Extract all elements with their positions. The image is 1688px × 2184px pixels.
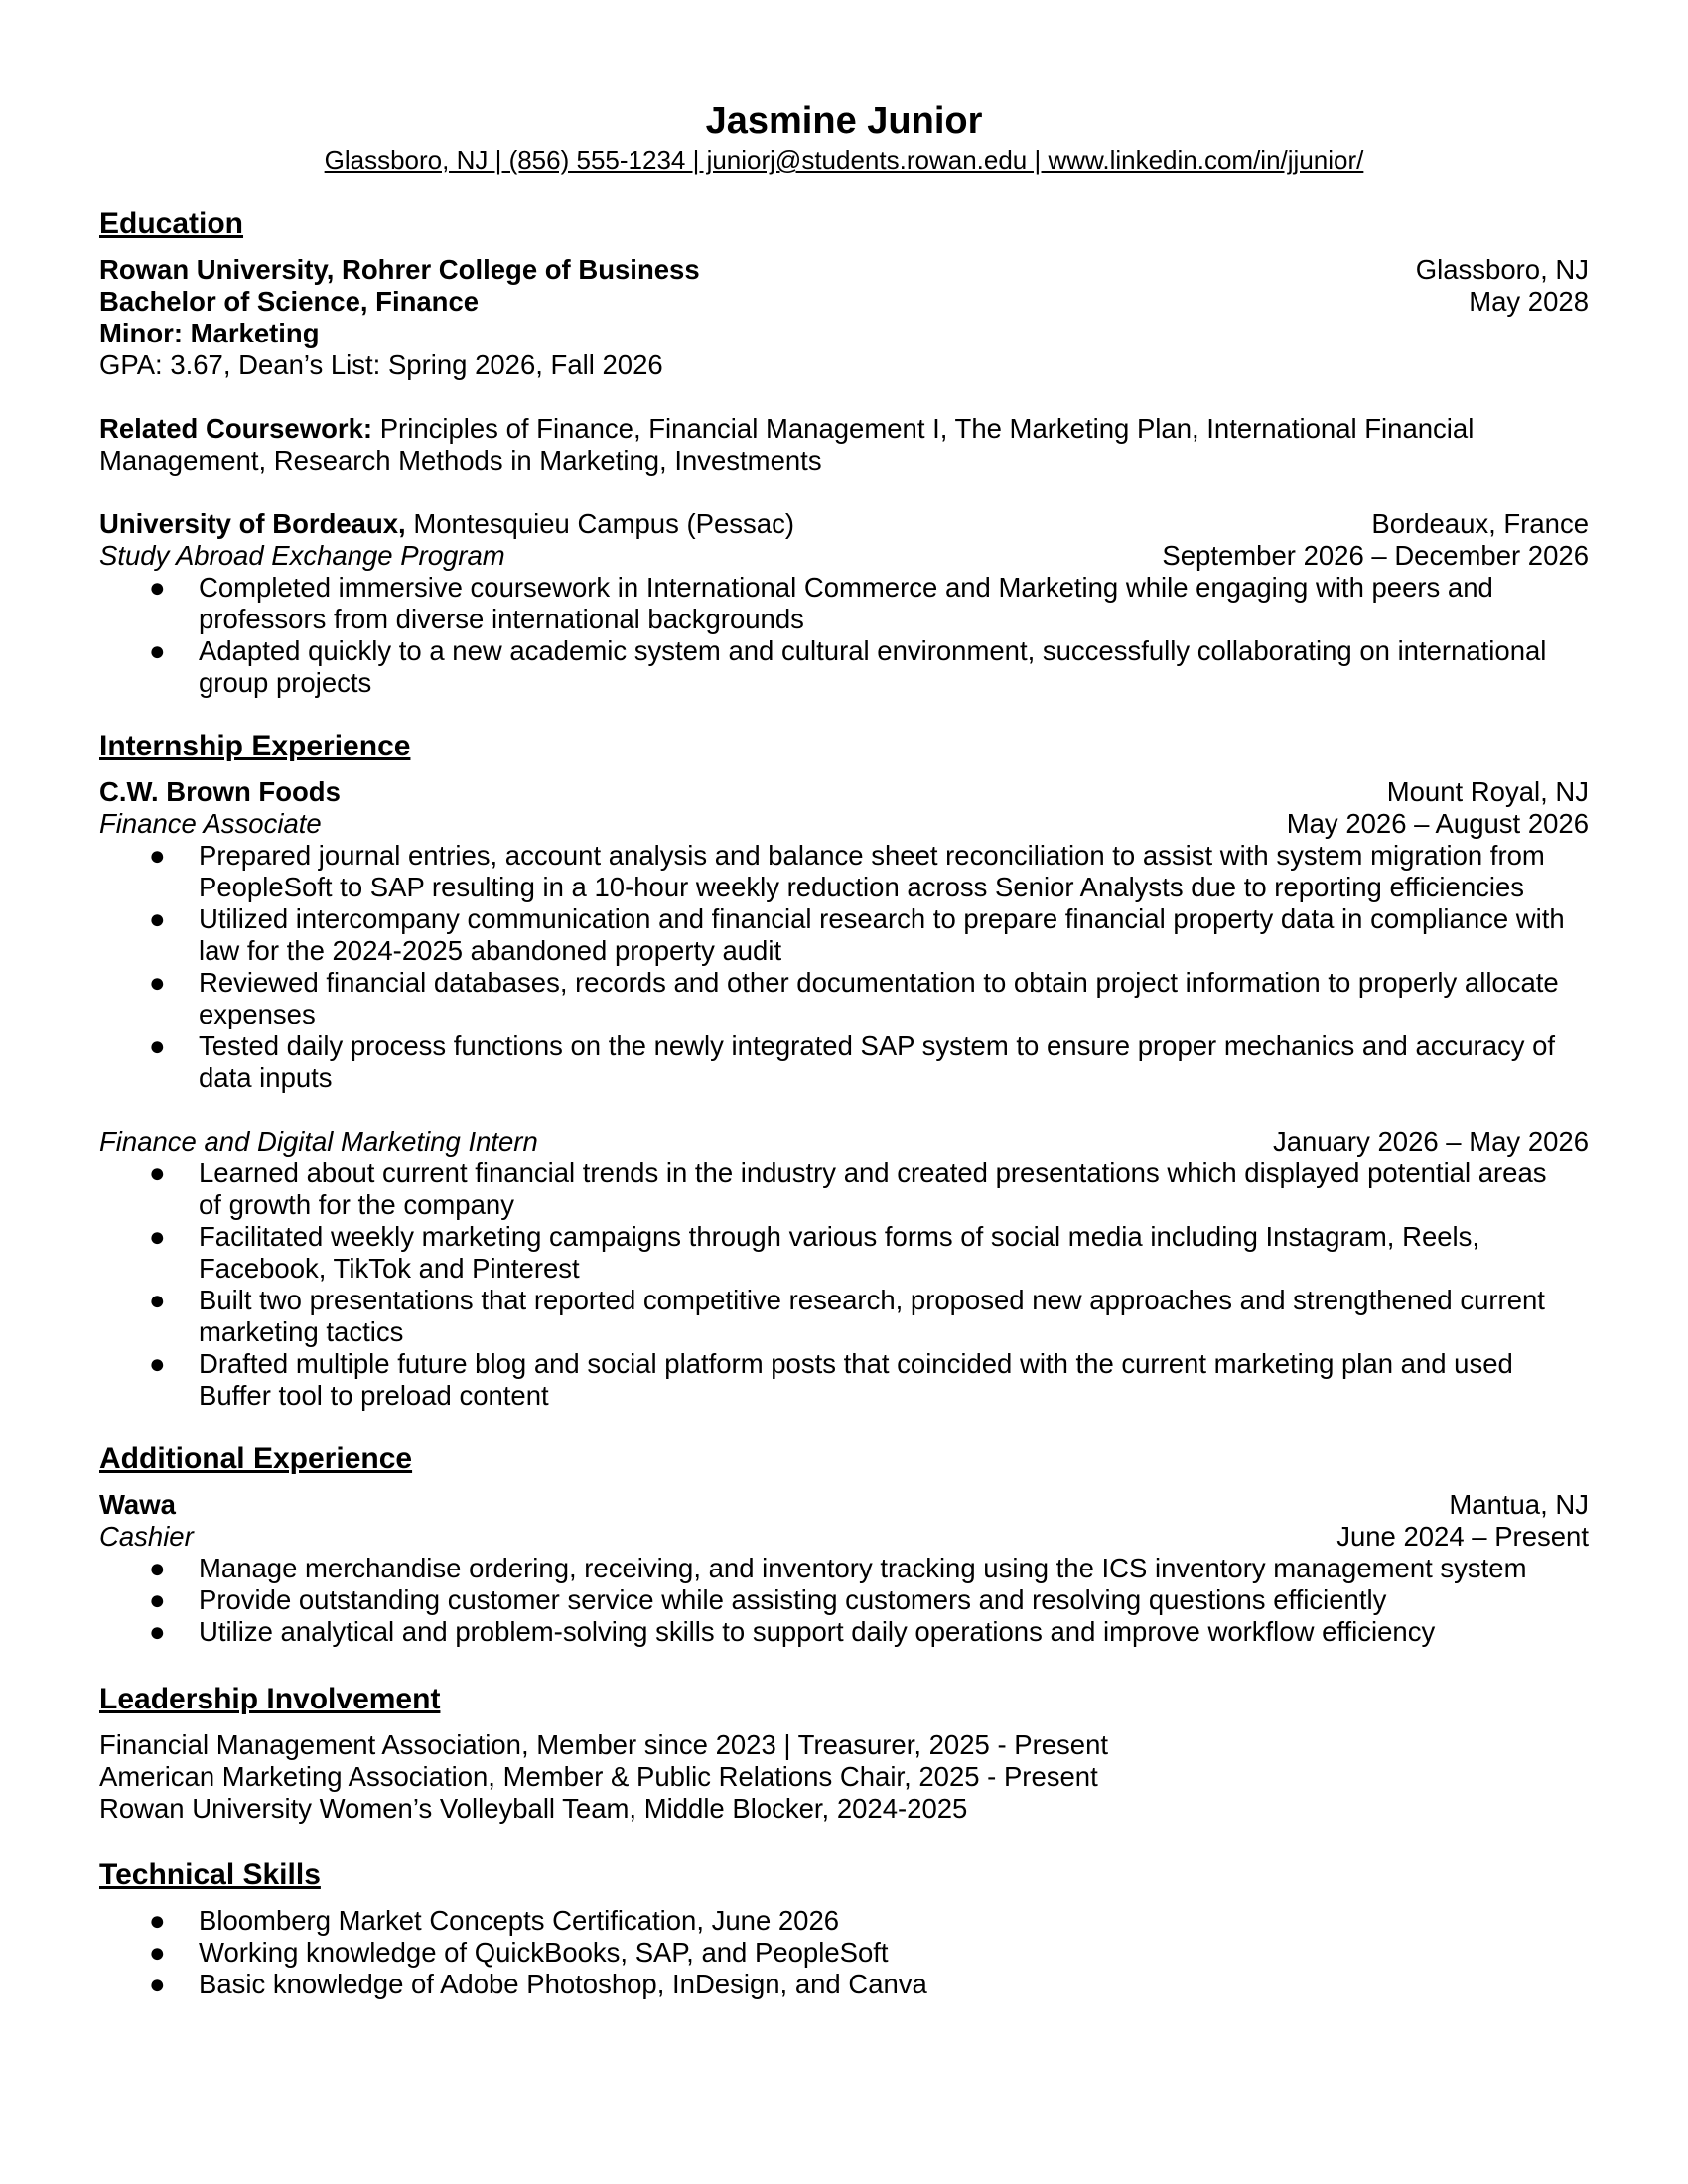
school-location: Glassboro, NJ: [1415, 254, 1589, 285]
company-name: C.W. Brown Foods: [99, 776, 341, 807]
coursework-text: Principles of Finance, Financial Management I, The Marketing Plan, International Financial: [372, 413, 1475, 444]
degree-date: May 2028: [1469, 286, 1589, 317]
program-title: Study Abroad Exchange Program: [99, 540, 505, 571]
coursework-continued: Management, Research Methods in Marketing, Investments: [99, 445, 822, 476]
bullet: ●: [149, 1030, 166, 1061]
bullet: ●: [149, 1285, 166, 1315]
list-item: Tested daily process functions on the newly integrated SAP system to ensure proper mechanics and accuracy of data inputs: [199, 1030, 1556, 1093]
bullet: ●: [149, 840, 166, 871]
skill-item: Bloomberg Market Concepts Certification, June 2026: [199, 1905, 840, 1936]
coursework: [99, 413, 1474, 445]
program-dates: September 2026 – December 2026: [1162, 540, 1589, 571]
list-item: Built two presentations that reported competitive research, proposed new approaches and strengthened current marketing tactics: [199, 1285, 1545, 1347]
company-location: Mount Royal, NJ: [1386, 776, 1589, 807]
role-dates: June 2024 – Present: [1336, 1521, 1589, 1552]
list-item: Utilized intercompany communication and financial research to prepare financial property data in compliance with law for the 2024-2025 abandoned property audit: [199, 903, 1565, 966]
list-item: Learned about current financial trends in the industry and created presentations which displayed potential areas of growth for the company: [199, 1158, 1547, 1220]
school2-location: Bordeaux, France: [1371, 508, 1589, 539]
bullet: ●: [149, 1616, 166, 1647]
bullet: ●: [149, 1553, 166, 1583]
school2-name: University of Bordeaux,: [99, 508, 406, 539]
contact-line[interactable]: [0, 144, 1688, 176]
section-heading-skills: Technical Skills: [99, 1858, 321, 1891]
degree: Bachelor of Science, Finance: [99, 286, 480, 317]
skill-item: Basic knowledge of Adobe Photoshop, InDesign, and Canva: [199, 1969, 927, 1999]
school2: [99, 508, 794, 540]
company-location: Mantua, NJ: [1449, 1489, 1589, 1520]
candidate-name: Jasmine Junior: [705, 100, 983, 142]
section-heading-leadership: Leadership Involvement: [99, 1683, 441, 1715]
school2-campus: Montesquieu Campus (Pessac): [405, 508, 794, 539]
leadership-item: Financial Management Association, Member since 2023 | Treasurer, 2025 - Present: [99, 1729, 1109, 1760]
list-item: Prepared journal entries, account analysis and balance sheet reconciliation to assist with system migration from PeopleSoft to SAP resulting in a 10-hour weekly reduction across Senior Analysts due to reporting efficiencies: [199, 840, 1545, 902]
school-name: Rowan University, Rohrer College of Business: [99, 254, 700, 285]
role-title: Finance Associate: [99, 808, 322, 839]
skill-item: Working knowledge of QuickBooks, SAP, and PeopleSoft: [199, 1937, 889, 1968]
bullet: ●: [149, 967, 166, 998]
bullet: ●: [149, 903, 166, 934]
minor: Minor: Marketing: [99, 318, 320, 348]
gpa: GPA: 3.67, Dean’s List: Spring 2026, Fall 2026: [99, 349, 663, 380]
role-title: Cashier: [99, 1521, 194, 1552]
bullet: ●: [149, 1905, 166, 1936]
bullet: ●: [149, 1158, 166, 1188]
list-item: Provide outstanding customer service while assisting customers and resolving questions efficiently: [199, 1584, 1387, 1615]
list-item: Utilize analytical and problem-solving skills to support daily operations and improve workflow efficiency: [199, 1616, 1436, 1647]
role-dates: May 2026 – August 2026: [1286, 808, 1589, 839]
bullet: ●: [149, 635, 166, 666]
bullet: ●: [149, 1937, 166, 1968]
list-item: Facilitated weekly marketing campaigns through various forms of social media including Instagram, Reels, Facebook, TikTok and Pinterest: [199, 1221, 1480, 1284]
section-heading-education: Education: [99, 207, 244, 240]
company-name: Wawa: [99, 1489, 176, 1520]
contact-text[interactable]: Glassboro, NJ | (856) 555-1234 | juniorj@students.rowan.edu | www.linkedin.com/in/jjunior/: [324, 145, 1364, 175]
bullet: ●: [149, 1221, 166, 1252]
role-title: Finance and Digital Marketing Intern: [99, 1126, 538, 1157]
leadership-item: American Marketing Association, Member & Public Relations Chair, 2025 - Present: [99, 1761, 1098, 1792]
list-item: Drafted multiple future blog and social platform posts that coincided with the current marketing plan and used Buffer tool to preload content: [199, 1348, 1513, 1411]
section-heading-additional: Additional Experience: [99, 1442, 413, 1475]
list-item: Manage merchandise ordering, receiving, and inventory tracking using the ICS inventory management system: [199, 1553, 1527, 1583]
bullet: ●: [149, 572, 166, 603]
role-dates: January 2026 – May 2026: [1273, 1126, 1589, 1157]
bullet: ●: [149, 1348, 166, 1379]
section-heading-internship: Internship Experience: [99, 730, 411, 762]
coursework-label: Related Coursework:: [99, 413, 373, 444]
list-item: Reviewed financial databases, records and other documentation to obtain project information to properly allocate expenses: [199, 967, 1559, 1029]
leadership-item: Rowan University Women’s Volleyball Team, Middle Blocker, 2024-2025: [99, 1793, 968, 1824]
list-item: Completed immersive coursework in International Commerce and Marketing while engaging with peers and professors from diverse international backgrounds: [199, 572, 1493, 634]
bullet: ●: [149, 1584, 166, 1615]
list-item: Adapted quickly to a new academic system and cultural environment, successfully collaborating on international group projects: [199, 635, 1547, 698]
bullet: ●: [149, 1969, 166, 1999]
